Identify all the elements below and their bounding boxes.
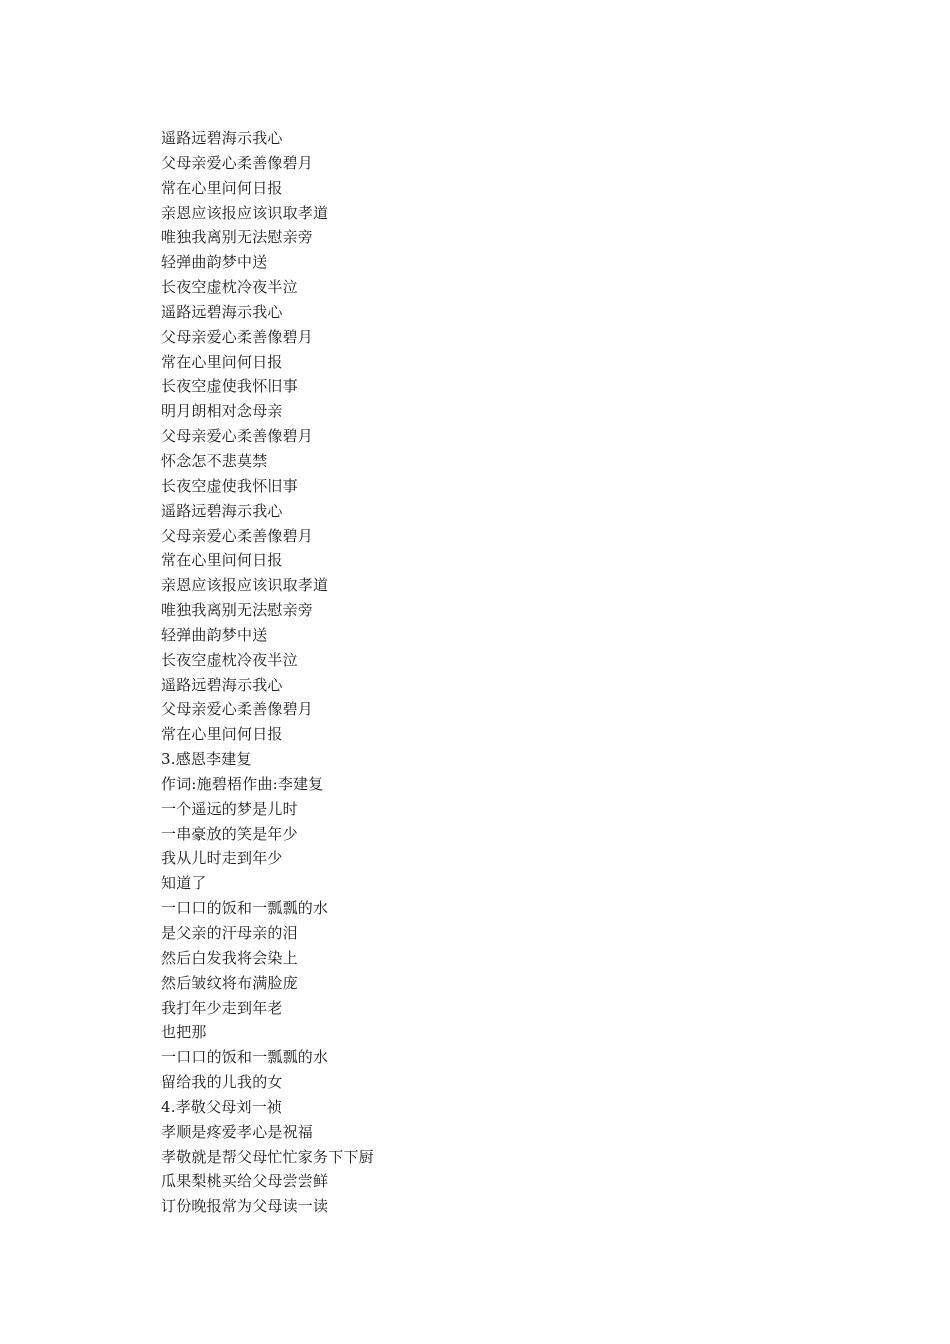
text-line: 怀念怎不悲莫禁 bbox=[161, 451, 268, 470]
text-line: 父母亲爱心柔善像碧月 bbox=[161, 327, 314, 346]
text-line: 遥路远碧海示我心 bbox=[161, 129, 283, 147]
text-line: 订份晚报常为父母读一读 bbox=[161, 1197, 329, 1216]
text-line: 常在心里问何日报 bbox=[161, 178, 283, 197]
text-line: 轻弹曲韵梦中送 bbox=[161, 253, 268, 272]
text-line: 然后皱纹将布满脸庞 bbox=[161, 973, 298, 992]
text-line: 唯独我离别无法慰亲旁 bbox=[161, 601, 314, 620]
text-line: 常在心里问何日报 bbox=[161, 352, 283, 371]
text-line: 父母亲爱心柔善像碧月 bbox=[161, 153, 314, 172]
section-heading: 3.感恩李建复 bbox=[161, 750, 252, 769]
text-line: 亲恩应该报应该识取孝道 bbox=[161, 576, 329, 595]
text-line: 长夜空虚使我怀旧事 bbox=[161, 476, 298, 495]
text-line: 一口口的饭和一瓢瓢的水 bbox=[161, 1048, 329, 1067]
text-line: 唯独我离别无法慰亲旁 bbox=[161, 228, 314, 247]
credits-line: 作词:施碧梧作曲:李建复 bbox=[161, 774, 324, 793]
lyrics-text-block bbox=[161, 126, 861, 1219]
text-line: 常在心里问何日报 bbox=[161, 551, 283, 570]
text-line: 常在心里问何日报 bbox=[161, 725, 283, 744]
text-line: 父母亲爱心柔善像碧月 bbox=[161, 700, 314, 719]
text-line: 长夜空虚枕冷夜半泣 bbox=[161, 650, 298, 669]
text-line: 孝顺是疼爱孝心是祝福 bbox=[161, 1122, 314, 1141]
text-line: 我打年少走到年老 bbox=[161, 998, 283, 1017]
text-line: 一串豪放的笑是年少 bbox=[161, 824, 298, 843]
text-line: 明月朗相对念母亲 bbox=[161, 402, 283, 421]
text-line: 亲恩应该报应该识取孝道 bbox=[161, 203, 329, 222]
text-line: 遥路远碧海示我心 bbox=[161, 501, 283, 520]
section-heading: 4.孝敬父母刘一祯 bbox=[161, 1097, 283, 1116]
text-line: 瓜果梨桃买给父母尝尝鲜 bbox=[161, 1172, 329, 1191]
text-line: 也把那 bbox=[161, 1023, 207, 1042]
text-line: 一个遥远的梦是儿时 bbox=[161, 799, 298, 818]
text-line: 孝敬就是帮父母忙忙家务下下厨 bbox=[161, 1147, 374, 1166]
text-line: 一口口的饭和一瓢瓢的水 bbox=[161, 899, 329, 918]
text-line: 遥路远碧海示我心 bbox=[161, 675, 283, 694]
text-line: 我从儿时走到年少 bbox=[161, 849, 283, 868]
text-line: 知道了 bbox=[161, 874, 207, 893]
text-line: 父母亲爱心柔善像碧月 bbox=[161, 427, 314, 446]
text-line: 遥路远碧海示我心 bbox=[161, 302, 283, 321]
text-line: 轻弹曲韵梦中送 bbox=[161, 625, 268, 644]
text-line: 长夜空虚使我怀旧事 bbox=[161, 377, 298, 396]
text-line: 父母亲爱心柔善像碧月 bbox=[161, 526, 314, 545]
text-line: 然后白发我将会染上 bbox=[161, 948, 298, 967]
text-line: 长夜空虚枕冷夜半泣 bbox=[161, 278, 298, 297]
text-line: 是父亲的汗母亲的泪 bbox=[161, 924, 298, 942]
text-line: 留给我的儿我的女 bbox=[161, 1073, 283, 1092]
